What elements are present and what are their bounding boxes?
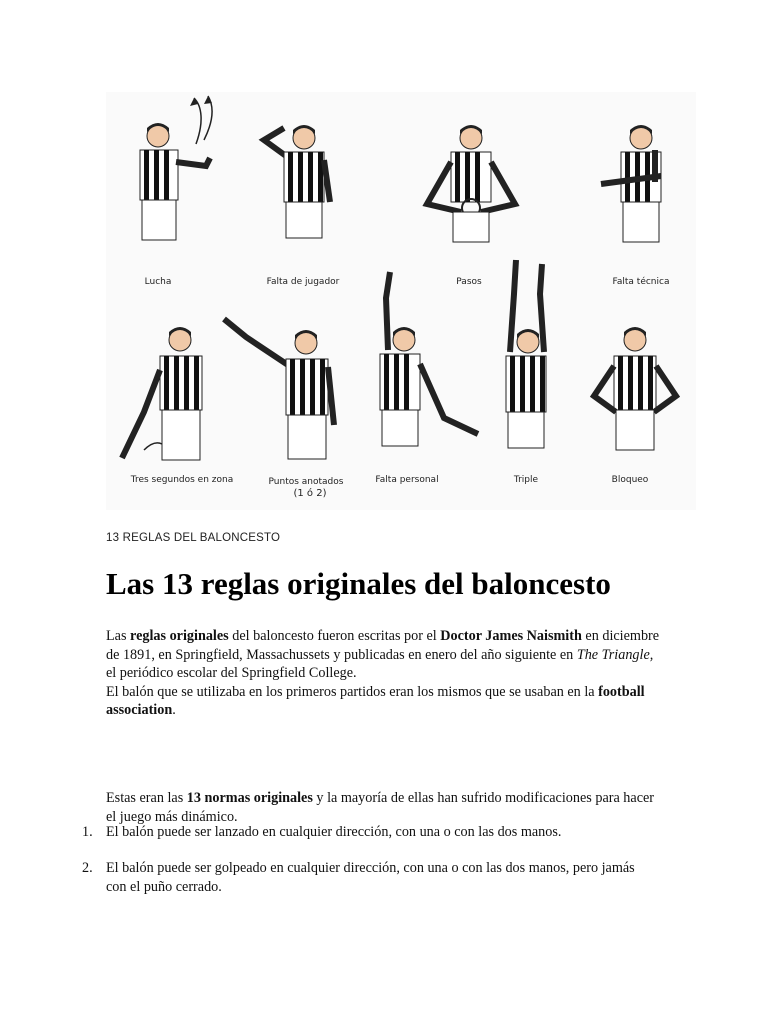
referee-figure-falta-jugador [254, 112, 354, 252]
bold-text: 13 normas originales [186, 790, 313, 806]
referee-icon [218, 307, 348, 467]
referee-icon [254, 112, 354, 252]
rules-intro-paragraph [106, 789, 666, 826]
referee-figure-tres-segundos [114, 322, 224, 467]
intro-paragraph [106, 627, 666, 720]
text-run: el periódico escolar del Springfield College. [106, 665, 357, 681]
referee-icon [488, 254, 588, 464]
caption-tres-segundos: Tres segundos en zona [130, 475, 234, 485]
referee-signals-illustration [106, 92, 696, 510]
referee-icon [580, 322, 690, 462]
referee-icon [114, 322, 224, 467]
caption-falta-personal: Falta personal [375, 475, 439, 485]
bold-text: football association [106, 683, 645, 718]
referee-figure-triple [488, 254, 588, 464]
caption-lucha: Lucha [144, 277, 172, 287]
text-run: Estas eran las [106, 790, 187, 806]
list-number: 1. [82, 824, 93, 840]
list-text: El balón puede ser golpeado en cualquier dirección, con una o con las dos manos, pero jamás con el puño cerrado. [106, 860, 635, 895]
author-name: Doctor James Naismith [440, 628, 582, 644]
page-title: Las 13 reglas originales del baloncesto [106, 566, 611, 601]
referee-icon [118, 92, 228, 252]
referee-figure-falta-personal [364, 268, 484, 468]
referee-figure-pasos [421, 112, 521, 252]
list-text: El balón puede ser lanzado en cualquier dirección, con una o con las dos manos. [106, 824, 562, 840]
caption-puntos: Puntos anotados [268, 477, 344, 487]
referee-icon [364, 268, 484, 468]
section-kicker: 13 REGLAS DEL BALONCESTO [106, 532, 281, 544]
caption-triple: Triple [513, 475, 539, 485]
list-number: 2. [82, 860, 93, 876]
referee-figure-bloqueo [580, 322, 690, 462]
text-run: en diciembre de 1891, en Springfield, Massachussets y publicadas en enero del año siguiente en [106, 628, 660, 663]
text-run: . [172, 702, 176, 718]
caption-bloqueo: Bloqueo [611, 475, 649, 485]
text-run: El balón que se utilizaba en los primeros partidos eran los mismos que se usaban en la [106, 683, 599, 700]
text-run: del baloncesto fueron escritas por el [228, 628, 441, 644]
referee-icon [591, 112, 691, 252]
caption-puntos-sub: (1 ó 2) [293, 488, 327, 499]
referee-figure-falta-tecnica [591, 112, 691, 252]
referee-figure-puntos [218, 307, 348, 467]
bold-text: reglas originales [130, 628, 229, 644]
caption-falta-jugador: Falta de jugador [266, 277, 340, 287]
caption-pasos: Pasos [456, 277, 482, 287]
caption-falta-tecnica: Falta técnica [612, 277, 670, 287]
referee-figure-lucha [118, 92, 228, 252]
text-run: y la mayoría de ellas han sufrido modificaciones para hacer el juego más dinámico. [106, 790, 655, 825]
publication-name: The Triangle, [576, 646, 654, 663]
referee-icon [421, 112, 521, 252]
text-run: Las [106, 628, 131, 644]
